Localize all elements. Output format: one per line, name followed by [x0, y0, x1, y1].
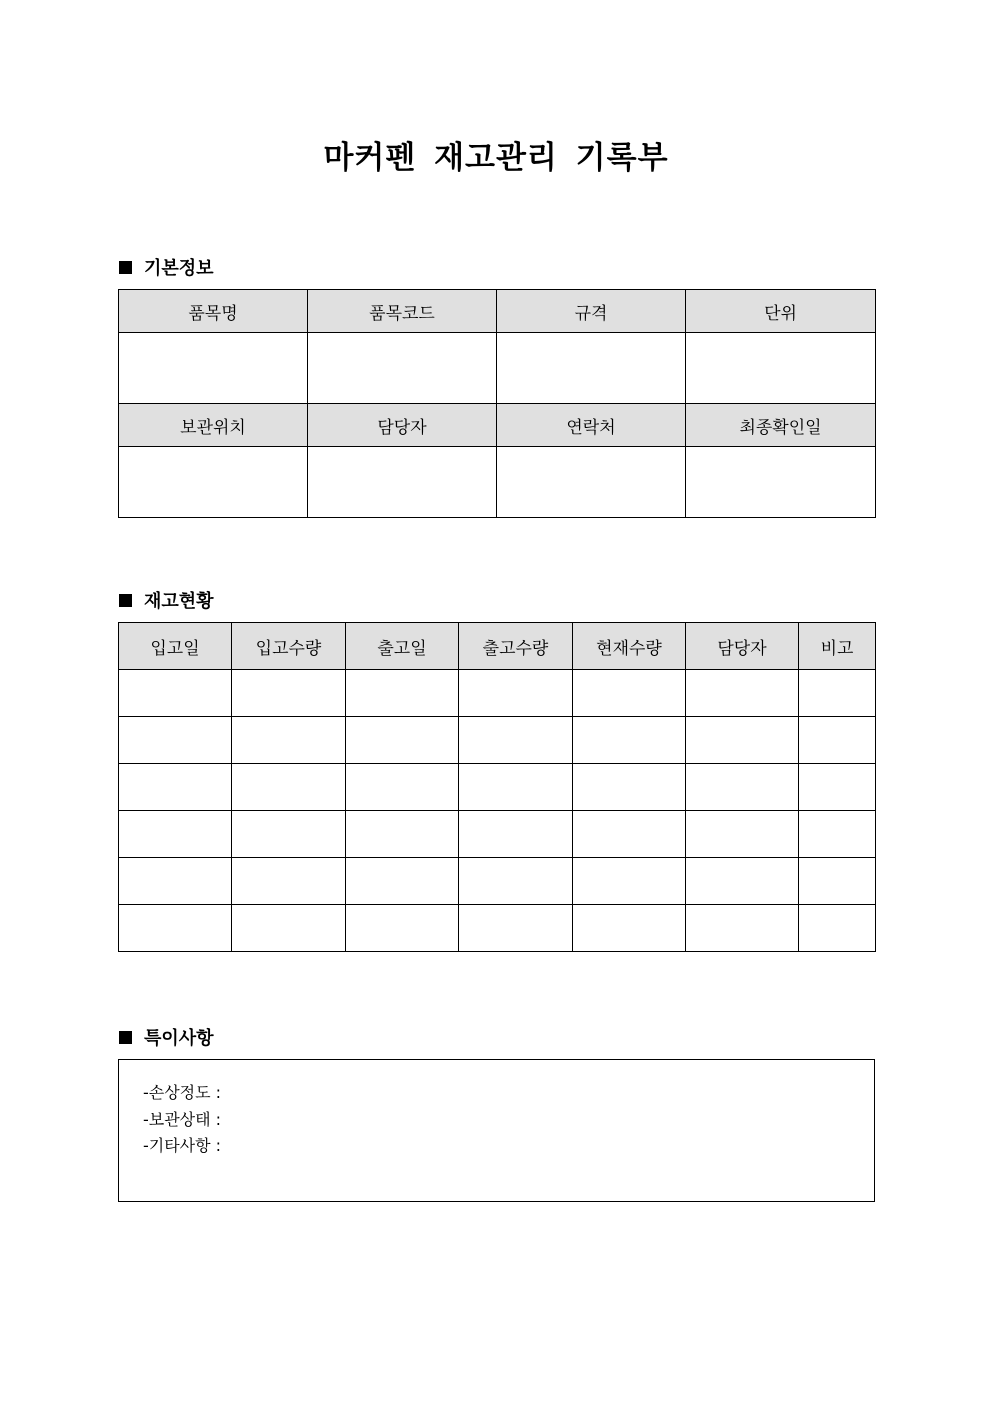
table-cell[interactable] [573, 811, 686, 858]
table-row [119, 717, 876, 764]
remark-line-damage: -손상정도 : [143, 1083, 222, 1102]
table-cell[interactable] [232, 670, 346, 717]
input-cell-spec[interactable] [497, 333, 686, 404]
header-cell-manager: 담당자 [686, 623, 799, 670]
square-bullet-icon [119, 1031, 132, 1044]
header-cell-note: 비고 [799, 623, 876, 670]
header-cell-out-date: 출고일 [346, 623, 459, 670]
header-cell-storage-location: 보관위치 [119, 404, 308, 447]
table-cell[interactable] [573, 858, 686, 905]
remark-line-storage-condition: -보관상태 : [143, 1110, 222, 1129]
table-cell[interactable] [459, 811, 573, 858]
section-heading-label: 특이사항 [144, 1028, 214, 1049]
table-row [119, 811, 876, 858]
table-cell[interactable] [232, 905, 346, 952]
input-row [119, 333, 876, 404]
input-cell-unit[interactable] [686, 333, 876, 404]
table-cell[interactable] [799, 811, 876, 858]
basic-info-table [118, 289, 876, 518]
table-cell[interactable] [799, 717, 876, 764]
table-cell[interactable] [799, 858, 876, 905]
table-cell[interactable] [119, 670, 232, 717]
input-row [119, 447, 876, 518]
header-cell-in-qty: 입고수량 [232, 623, 346, 670]
table-cell[interactable] [459, 905, 573, 952]
table-cell[interactable] [573, 717, 686, 764]
table-cell[interactable] [119, 811, 232, 858]
table-cell[interactable] [232, 811, 346, 858]
table-cell[interactable] [232, 858, 346, 905]
section-heading-label: 재고현황 [144, 591, 214, 612]
table-row [119, 905, 876, 952]
stock-table-body [119, 670, 876, 952]
remarks-box[interactable] [118, 1059, 875, 1202]
table-cell[interactable] [686, 717, 799, 764]
table-cell[interactable] [799, 670, 876, 717]
table-row [119, 858, 876, 905]
header-row [119, 404, 876, 447]
table-cell[interactable] [459, 717, 573, 764]
table-cell[interactable] [799, 905, 876, 952]
table-cell[interactable] [346, 858, 459, 905]
table-row [119, 764, 876, 811]
header-row [119, 623, 876, 670]
header-cell-current-qty: 현재수량 [573, 623, 686, 670]
header-cell-in-date: 입고일 [119, 623, 232, 670]
input-cell-last-check-date[interactable] [686, 447, 876, 518]
header-cell-spec: 규격 [497, 290, 686, 333]
square-bullet-icon [119, 594, 132, 607]
table-cell[interactable] [119, 858, 232, 905]
table-row [119, 670, 876, 717]
table-cell[interactable] [346, 717, 459, 764]
header-cell-out-qty: 출고수량 [459, 623, 573, 670]
table-cell[interactable] [232, 764, 346, 811]
table-cell[interactable] [459, 858, 573, 905]
table-cell[interactable] [232, 717, 346, 764]
table-cell[interactable] [686, 764, 799, 811]
table-cell[interactable] [346, 811, 459, 858]
input-cell-item-name[interactable] [119, 333, 308, 404]
header-cell-contact: 연락처 [497, 404, 686, 447]
header-cell-last-check-date: 최종확인일 [686, 404, 876, 447]
table-cell[interactable] [686, 670, 799, 717]
square-bullet-icon [119, 261, 132, 274]
page-title: 마커펜 재고관리 기록부 [323, 140, 669, 176]
table-cell[interactable] [459, 670, 573, 717]
input-cell-contact[interactable] [497, 447, 686, 518]
table-cell[interactable] [119, 764, 232, 811]
input-cell-item-code[interactable] [308, 333, 497, 404]
table-cell[interactable] [346, 905, 459, 952]
table-cell[interactable] [573, 670, 686, 717]
input-cell-manager[interactable] [308, 447, 497, 518]
input-cell-storage-location[interactable] [119, 447, 308, 518]
table-cell[interactable] [119, 905, 232, 952]
table-cell[interactable] [686, 905, 799, 952]
table-cell[interactable] [573, 905, 686, 952]
header-cell-item-name: 품목명 [119, 290, 308, 333]
table-cell[interactable] [119, 717, 232, 764]
header-cell-item-code: 품목코드 [308, 290, 497, 333]
table-cell[interactable] [573, 764, 686, 811]
section-heading-label: 기본정보 [144, 258, 214, 279]
table-cell[interactable] [686, 811, 799, 858]
table-cell[interactable] [799, 764, 876, 811]
section-heading-basic-info [119, 254, 214, 280]
stock-status-table [118, 622, 876, 952]
section-heading-remarks [119, 1024, 214, 1050]
header-cell-unit: 단위 [686, 290, 876, 333]
table-cell[interactable] [686, 858, 799, 905]
table-cell[interactable] [459, 764, 573, 811]
header-cell-manager: 담당자 [308, 404, 497, 447]
header-row [119, 290, 876, 333]
table-cell[interactable] [346, 764, 459, 811]
section-heading-stock-status [119, 587, 214, 613]
remark-line-other: -기타사항 : [143, 1136, 222, 1155]
table-cell[interactable] [346, 670, 459, 717]
